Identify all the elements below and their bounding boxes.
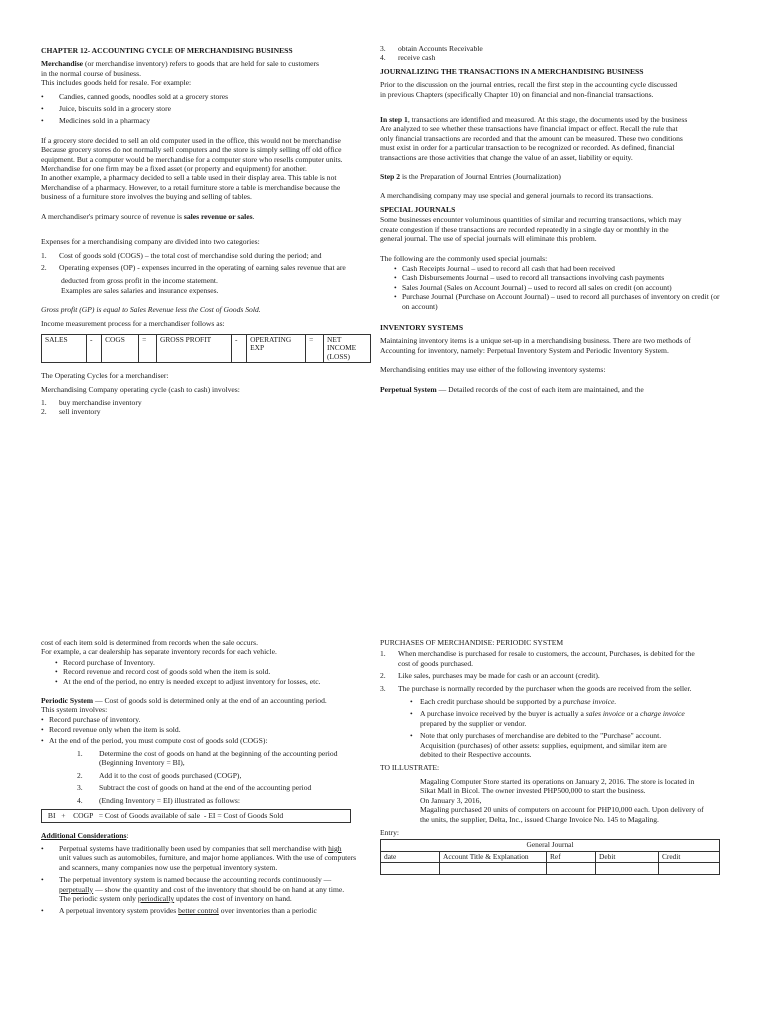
item-text-underlined: better control <box>178 906 219 916</box>
paragraph-line: Examples are sales salaries and insurance expenses. <box>61 285 219 295</box>
paragraph-line: must exist in order for a particular transaction to be recognized or recorded. As defined, financial <box>380 143 675 153</box>
list-item: • At the end of the period, no entry is needed except to adjust inventory for losses, etc. <box>41 677 373 686</box>
item-text: Determine the cost of goods on hand at the beginning of the accounting period (Beginning Inventory = BI), <box>99 749 338 768</box>
list-item <box>41 783 373 792</box>
list-item <box>41 263 373 272</box>
item-text: or a <box>624 709 641 719</box>
item-text-italic: charge invoice <box>640 709 685 719</box>
paragraph-line: If a grocery store decided to sell an old computer used in the office, this would not be merchandise <box>41 135 341 145</box>
item-text: updates the cost of inventory on hand. <box>174 893 292 903</box>
table-row <box>381 863 720 874</box>
revenue-term: sales revenue or sales <box>183 211 253 221</box>
list-item <box>41 407 373 416</box>
entry-label: Entry: <box>380 827 399 837</box>
paragraph-line: Merchandise for one firm may be a fixed asset (or property and equipment) for another. <box>41 164 307 174</box>
paragraph-line: equipment. But a computer would be merchandise for a computer store who resells computer units. <box>41 154 343 164</box>
left-column <box>41 44 373 421</box>
list-item <box>41 251 373 260</box>
item-number: 2. <box>380 671 386 681</box>
heading-text: Additional Considerations <box>41 830 127 840</box>
expenses-continued <box>41 276 373 295</box>
list-item <box>380 684 720 693</box>
additional-considerations-list <box>41 844 373 916</box>
table-cell: = <box>306 334 324 362</box>
perpetual-steps-list <box>41 658 373 686</box>
item-text: obtain Accounts Receivable <box>398 44 483 53</box>
list-item <box>41 875 373 903</box>
revenue-period: . <box>252 211 255 221</box>
item-text: prepared by the supplier or vendor. <box>420 718 527 728</box>
paragraph-line: Maintaining inventory items is a unique set-up in a merchandising business. There are two methods of <box>380 336 691 346</box>
paragraph-line: Merchandise of a pharmacy. However, to a retail furniture store a table is merchandise because the <box>41 182 341 192</box>
table-cell <box>381 863 440 874</box>
purchase-invoice-notes <box>380 697 720 759</box>
item-number: 1. <box>77 749 83 759</box>
item-text: receive cash <box>398 53 436 63</box>
item-number: 3. <box>77 783 83 793</box>
list-item: • Medicines sold in a pharmacy <box>41 116 373 125</box>
item-number: 1. <box>380 649 386 659</box>
paragraph-line: Magaling Computer Store started its operations on January 2, 2016. The store is located in <box>420 776 695 786</box>
item-text-underlined: high <box>328 843 342 853</box>
special-journals-text <box>380 215 720 243</box>
inventory-either-text: Merchandising entities may use either of the following inventory systems: <box>380 365 606 375</box>
item-number: 3. <box>380 683 386 693</box>
item-text: debited to their Respective accounts. <box>420 750 532 760</box>
list-item: • Record purchase of inventory. <box>41 715 373 724</box>
list-item: • Juice, biscuits sold in a grocery store <box>41 104 373 113</box>
item-text: Acquisition (purchases) of other assets: supplies, equipment, and similar item are <box>420 740 667 750</box>
list-item <box>41 844 373 872</box>
purchases-list <box>380 649 720 693</box>
column-header-account: Account Title & Explanation <box>440 851 547 862</box>
item-number: 2. <box>77 770 83 780</box>
merchandise-examples <box>41 92 373 126</box>
special-journals-list <box>380 264 720 311</box>
item-number: 4. <box>77 795 83 805</box>
item-text: Like sales, purchases may be made for cash or an account (credit). <box>398 671 600 681</box>
income-table <box>41 334 371 363</box>
paragraph-line: Some businesses encounter voluminous quantities of similar and recurring transactions, which may <box>380 215 682 225</box>
journal-caption: General Journal <box>381 840 720 851</box>
inventory-systems-heading: INVENTORY SYSTEMS <box>380 322 464 332</box>
table-row <box>381 840 720 851</box>
operating-cycles-intro: Merchandising Company operating cycle (cash to cash) involves: <box>41 384 240 394</box>
item-text-underlined: periodically <box>137 893 175 903</box>
table-cell: = <box>139 334 157 362</box>
item-text: cost of goods purchased. <box>398 658 474 668</box>
paragraph-line: Because grocery stores do not normally sell computers and the store is simply selling off old office <box>41 145 342 155</box>
periodic-steps-list <box>41 715 373 745</box>
item-text-italic: purchase invoice. <box>562 697 617 707</box>
item-text: Add it to the cost of goods purchased (COGP), <box>99 770 242 780</box>
column-header-date: date <box>381 851 440 862</box>
item-text: A purchase invoice received by the buyer is actually a <box>420 709 586 719</box>
paragraph-line: For example, a car dealership has separate inventory records for each vehicle. <box>41 647 277 657</box>
item-text: unit values such as automobiles, furniture, and major home appliances. With the use of computers <box>59 853 357 863</box>
general-journal-table <box>380 839 720 874</box>
expenses-intro: Expenses for a merchandising company are divided into two categories: <box>41 237 260 247</box>
step-one-label: In step 1 <box>380 115 408 125</box>
table-cell <box>547 863 596 874</box>
list-item <box>380 44 720 53</box>
list-item <box>380 709 720 728</box>
list-item: • Sales Journal (Sales on Account Journal) – used to record all sales on credit (on account) <box>380 283 720 292</box>
paragraph-line: On January 3, 2016, <box>420 795 482 805</box>
revenue-text: A merchandiser's primary source of revenue is <box>41 211 184 221</box>
list-item: • At the end of the period, you must compute cost of goods sold (COGS): <box>41 736 373 745</box>
list-item <box>41 398 373 407</box>
periodic-system-paragraph <box>41 696 373 715</box>
list-item <box>380 53 720 62</box>
table-cell <box>440 863 547 874</box>
left-column <box>41 638 373 920</box>
paragraph-line: cost of each item sold is determined from records when the sale occurs. <box>41 638 258 647</box>
list-item: • Record revenue only when the item is sold. <box>41 725 373 734</box>
item-number: 2. <box>41 262 47 272</box>
table-cell <box>596 863 659 874</box>
item-text: and scanners, many companies now use the perpetual inventory system. <box>59 862 278 872</box>
list-item <box>380 649 720 668</box>
item-text: The periodic system only <box>59 893 138 903</box>
paragraph-line: Prior to the discussion on the journal entries, recall the first step in the accounting cycle discussed <box>380 80 678 90</box>
perpetual-system-text: — Detailed records of the cost of each item are maintained, and the <box>436 384 644 394</box>
heading-colon: : <box>126 830 129 840</box>
operating-cycles-list <box>41 398 373 417</box>
includes-text: This includes goods held for resale. For example: <box>41 78 192 88</box>
column-header-ref: Ref <box>547 851 596 862</box>
paragraph-line: only financial transactions are recorded and that the amount can be measured. These two conditions <box>380 133 683 143</box>
item-text: — show the quantity and cost of the inventory that should be on hand at any time. <box>93 884 345 894</box>
list-item <box>380 671 720 680</box>
right-column <box>380 638 720 875</box>
merchandise-def-text: (or merchandise inventory) refers to goods that are held for sale to customers <box>83 59 320 69</box>
additional-considerations-heading <box>41 831 373 840</box>
paragraph-line: in previous Chapters (specifically Chapter 10) on financial and non-financial transactions. <box>380 89 654 99</box>
list-item: • Purchase Journal (Purchase on Account Journal) – used to record all purchases of inventory on credit (or on account) <box>380 292 720 311</box>
periodic-system-label: Periodic System <box>41 696 94 706</box>
list-item <box>380 731 720 759</box>
paragraph-line: create congestion if these transactions are recorded repeatedly in a single day or monthly in the <box>380 224 669 234</box>
step-one-paragraph <box>380 115 720 162</box>
item-number: 3. <box>380 44 386 53</box>
paragraph-line: business of a furniture store involves the buying and selling of tables. <box>41 192 252 202</box>
step-two-text: is the Preparation of Journal Entries (Journalization) <box>400 172 561 182</box>
list-item <box>380 697 720 706</box>
item-text: Note that only purchases of merchandise are debited to the "Purchase" account. <box>420 731 662 741</box>
list-item: • Record revenue and record cost of goods sold when the item is sold. <box>41 667 373 676</box>
paragraph-line: Are analyzed to see whether these transactions have financial impact or effect. Recall the rule that <box>380 124 678 134</box>
table-cell <box>659 863 720 874</box>
expenses-list <box>41 251 373 273</box>
illustration-text <box>380 777 720 824</box>
paragraph-line: In another example, a pharmacy decided to sell a table used in their display area. This table is not <box>41 173 337 183</box>
item-number: 1. <box>41 397 47 407</box>
merchandise-definition <box>41 59 373 87</box>
merchandise-term: Merchandise <box>41 59 84 69</box>
item-text: Cost of goods sold (COGS) – the total cost of merchandise sold during the period; and <box>59 250 322 260</box>
item-number: 4. <box>380 53 386 63</box>
list-item: • Cash Disbursements Journal – used to record all transactions involving cash payments <box>380 273 720 282</box>
paragraph-line: Sikat Mall in Bicol. The owner invested PHP500,000 to start the business. <box>420 786 646 796</box>
step-two-paragraph <box>380 172 720 181</box>
right-column <box>380 44 720 398</box>
table-cell: COGS <box>102 334 139 362</box>
operating-cycles-continued <box>380 44 720 63</box>
item-text-underlined: perpetually <box>59 884 94 894</box>
paragraph-line: , transactions are identified and measured. At this stage, the documents used by the business <box>407 115 688 125</box>
item-text: Perpetual systems have traditionally been used by companies that sell merchandise with <box>59 843 329 853</box>
item-text: The purchase is normally recorded by the purchaser when the goods are received from the seller. <box>398 683 692 693</box>
paragraph-line: deducted from gross profit in the income statement. <box>61 276 218 286</box>
paragraph-line: transactions are those activities that change the value of an asset, liability or equity. <box>380 152 633 162</box>
list-item <box>41 906 373 915</box>
paragraph-line: Accounting for inventory, namely: Perpetual Inventory System and Periodic Inventory System. <box>380 345 669 355</box>
item-text: A perpetual inventory system provides <box>59 906 179 916</box>
merchandise-def-text-2: in the normal course of business. <box>41 68 141 78</box>
item-text: Each credit purchase should be supported by a <box>420 697 563 707</box>
paragraph-line: the units, the supplier, Delta, Inc., issued Charge Invoice No. 145 to Magaling. <box>420 814 659 824</box>
periodic-system-text: — Cost of goods sold is determined only at the end of an accounting period. <box>93 696 327 706</box>
table-cell: NET INCOME (LOSS) <box>324 334 371 362</box>
item-number: 2. <box>41 407 47 417</box>
item-text: When merchandise is purchased for resale to customers, the account, Purchases, is debited for the <box>398 649 695 659</box>
step-two-label: Step 2 <box>380 172 401 182</box>
inventory-systems-text <box>380 336 720 355</box>
column-header-debit: Debit <box>596 851 659 862</box>
item-number: 1. <box>41 250 47 260</box>
list-item: • Cash Receipts Journal – used to record all cash that had been received <box>380 264 720 273</box>
paragraph-line: general journal. The use of special journals will eliminate this problem. <box>380 234 597 244</box>
table-cell: - <box>87 334 102 362</box>
list-item <box>41 749 373 768</box>
item-text: over inventories than a periodic <box>218 906 317 916</box>
item-text: sell inventory <box>59 407 101 417</box>
table-cell: SALES <box>42 334 87 362</box>
cogs-steps-list <box>41 749 373 805</box>
list-item: • Record purchase of Inventory. <box>41 658 373 667</box>
item-text: The perpetual inventory system is named because the accounting records continuously — <box>59 875 332 885</box>
item-text: Operating expenses (OP) - expenses incurred in the operating of earning sales revenue that are <box>59 262 346 272</box>
purchases-heading: PURCHASES OF MERCHANDISE: PERIODIC SYSTEM <box>380 638 564 647</box>
table-cell: GROSS PROFIT <box>156 334 231 362</box>
to-illustrate-label: TO ILLUSTRATE: <box>380 763 440 773</box>
column-header-credit: Credit <box>659 851 720 862</box>
item-text-italic: sales invoice <box>585 709 625 719</box>
grocery-paragraph <box>41 136 373 202</box>
table-cell: OPERATING EXP <box>247 334 306 362</box>
gross-profit-sentence: Gross profit (GP) is equal to Sales Revenue less the Cost of Goods Sold. <box>41 305 261 315</box>
table-cell: - <box>231 334 246 362</box>
perpetual-continued <box>41 638 373 657</box>
journalizing-heading: JOURNALIZING THE TRANSACTIONS IN A MERCHANDISING BUSINESS <box>380 66 644 76</box>
paragraph-line: Magaling purchased 20 units of computers on account for PHP10,000 each. Upon delivery of <box>420 805 704 815</box>
journalizing-intro <box>380 80 720 99</box>
list-item <box>41 796 373 805</box>
income-intro: Income measurement process for a merchandiser follows as: <box>41 318 225 328</box>
table-row <box>42 334 371 362</box>
special-journals-list-intro: The following are the commonly used special journals: <box>380 253 548 263</box>
list-item: • Candies, canned goods, noodles sold at a grocery stores <box>41 92 373 101</box>
item-text: (Ending Inventory = EI) illustrated as follows: <box>99 795 240 805</box>
item-text: buy merchandise inventory <box>59 397 142 407</box>
revenue-sentence <box>41 212 373 221</box>
periodic-involves-text: This system involves: <box>41 705 108 715</box>
special-journals-intro: A merchandising company may use special and general journals to record its transactions. <box>380 191 654 201</box>
table-row <box>381 851 720 862</box>
perpetual-system-label: Perpetual System <box>380 384 437 394</box>
chapter-title: CHAPTER 12- ACCOUNTING CYCLE OF MERCHANDISING BUSINESS <box>41 46 293 55</box>
perpetual-system-paragraph <box>380 385 720 394</box>
special-journals-heading: SPECIAL JOURNALS <box>380 204 456 214</box>
item-text: Subtract the cost of goods on hand at the end of the accounting period <box>99 783 312 793</box>
cogs-formula-box: BI + COGP = Cost of Goods available of sale - EI = Cost of Goods Sold <box>41 809 351 822</box>
list-item <box>41 771 373 780</box>
operating-cycles-heading: The Operating Cycles for a merchandiser: <box>41 371 169 381</box>
page-two <box>0 636 768 1024</box>
